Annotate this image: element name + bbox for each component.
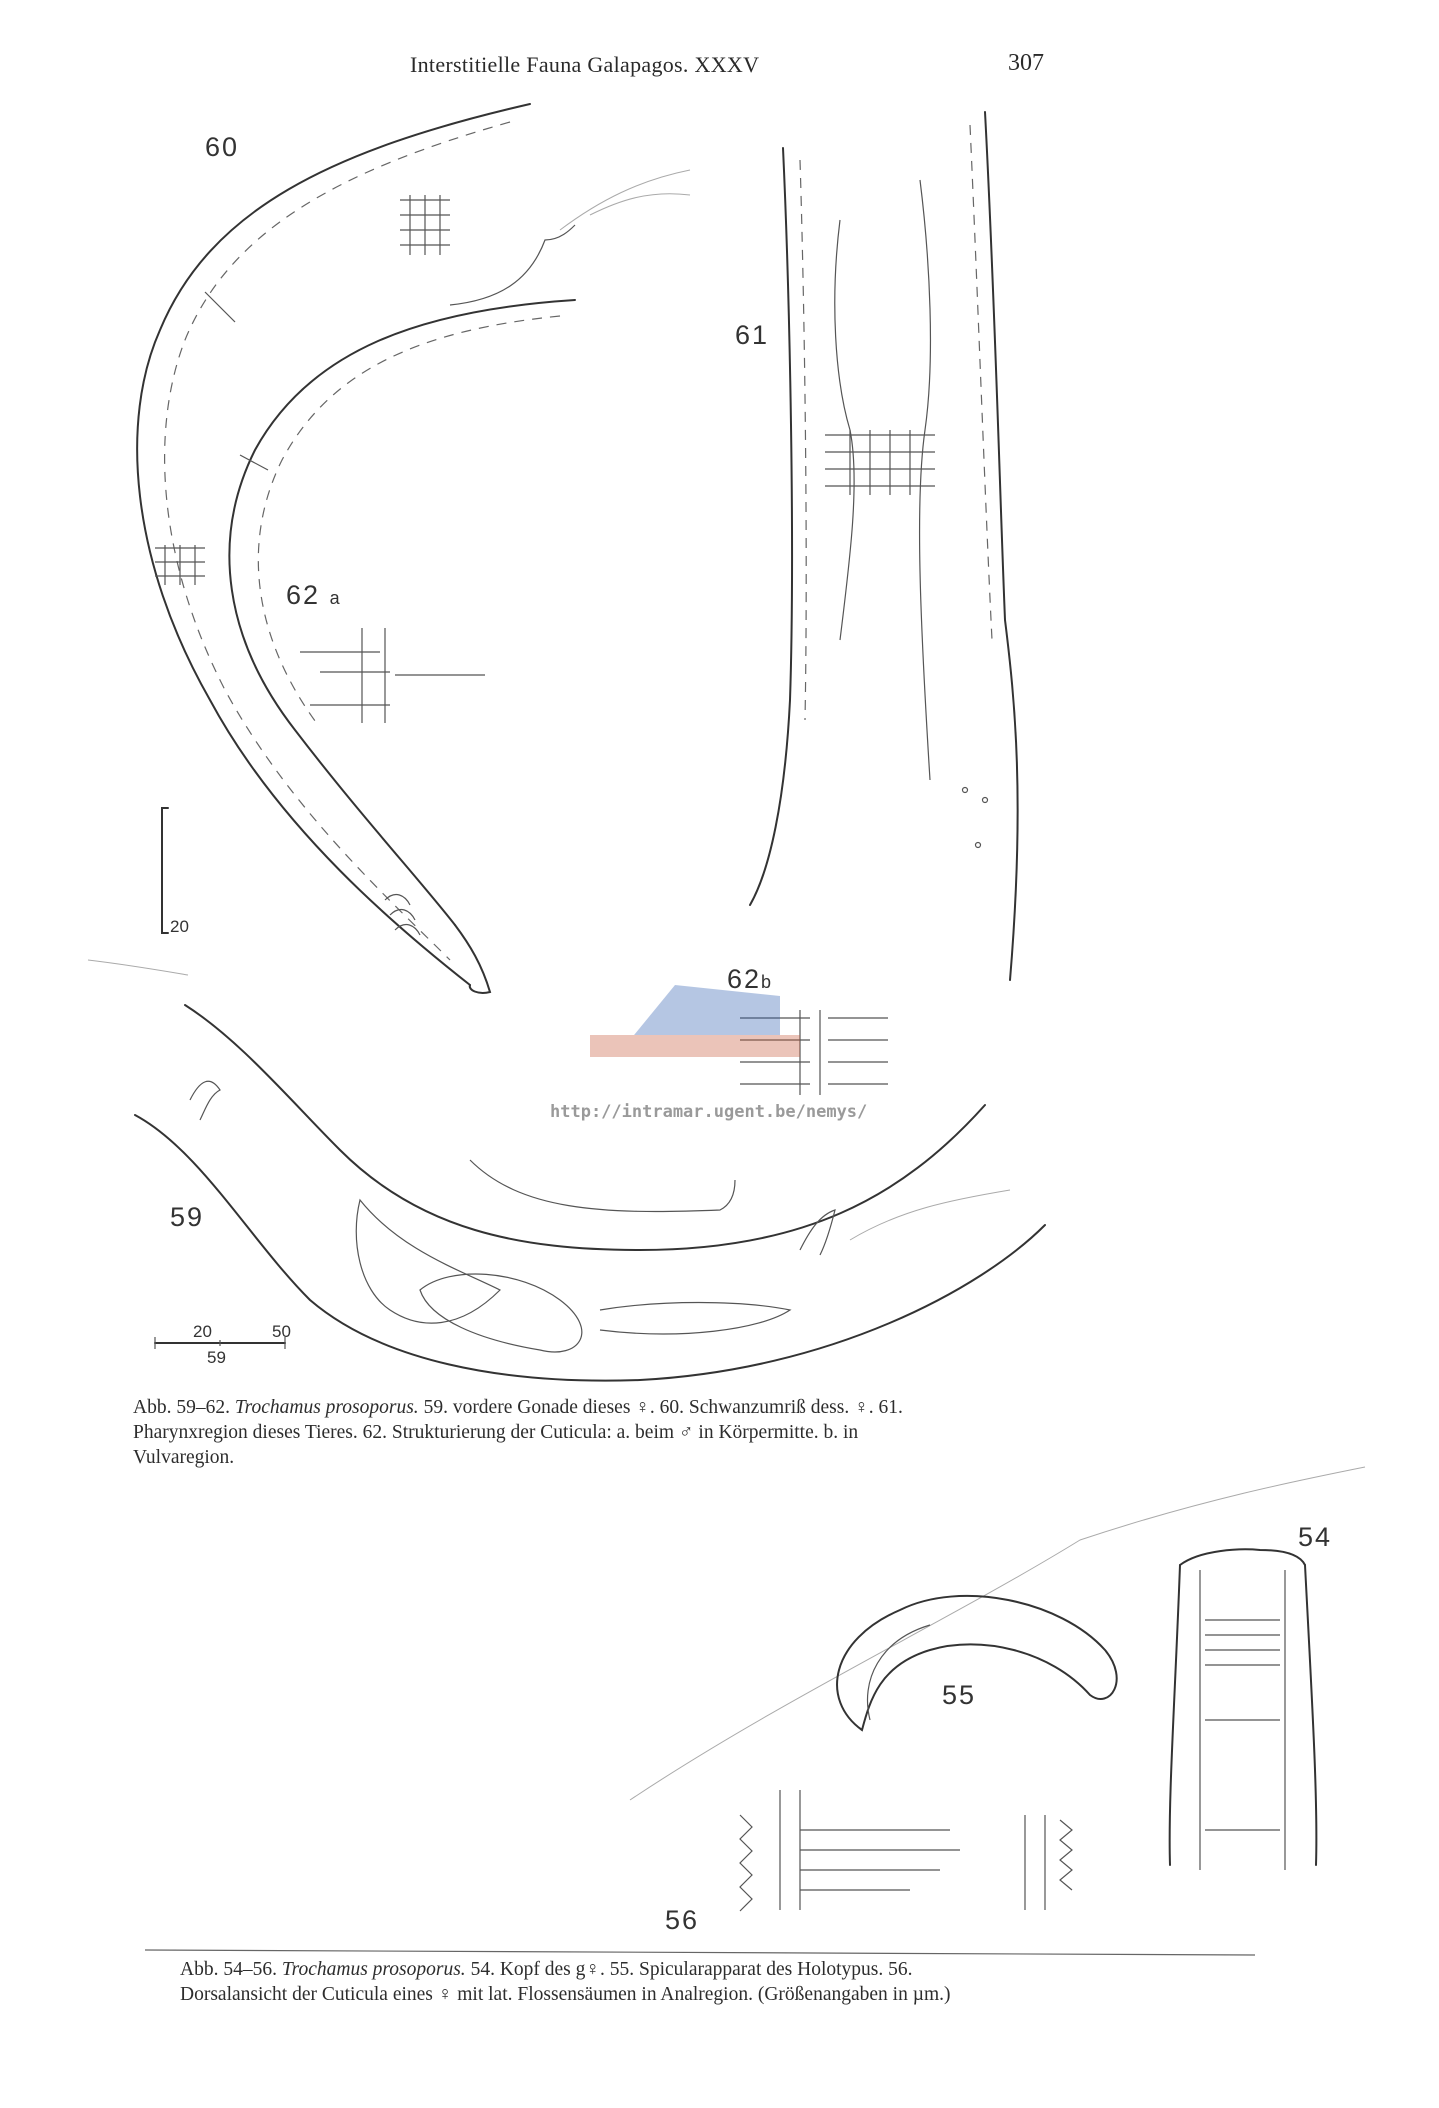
figure-60-stray-line [88,960,188,975]
figure-60-tail-drawing [137,104,690,993]
figure-60-label: 60 [205,132,240,162]
caption2-line2: Dorsalansicht der Cuticula eines ♀ mit lat. Flossensäumen in Analregion. (Größenangaben in µm.) [180,1984,951,2005]
figure-62a-cuticle-drawing [300,628,485,723]
caption1-line2: Pharynxregion dieses Tieres. 62. Strukturierung der Cuticula: a. beim ♂ in Körpermitte. b. in [133,1422,859,1443]
caption1-line1-rest: 59. vordere Gonade dieses ♀. 60. Schwanzumriß dess. ♀. 61. [418,1397,903,1418]
scale-bar-vertical-label: 20 [170,917,189,936]
caption-figures-59-62 [133,1395,1093,1470]
figure-62b-number: 62 [727,964,762,994]
figure-62a-label [286,580,340,611]
figure-61-label: 61 [735,320,770,350]
running-title: Interstitielle Fauna Galapagos. XXXV [410,52,760,77]
figure-59-label: 59 [170,1202,205,1232]
caption1-species: Trochamus prosoporus. [234,1397,419,1418]
figure-56-label: 56 [665,1905,700,1935]
figure-62a-number: 62 [286,580,321,610]
caption-figures-54-56 [180,1957,1180,2007]
figure-55-label: 55 [942,1680,977,1710]
watermark-url: http://intramar.ugent.be/nemys/ [550,1102,868,1122]
figure-56-cuticle-drawing [740,1790,1072,1911]
figure-55-stray-line [630,1467,1365,1800]
figure-54-head-drawing [1170,1549,1317,1870]
watermark-logo [590,975,800,1085]
caption-rule [145,1950,1255,1955]
scale-bar-right-label: 50 [272,1322,291,1341]
figure-55-spicule-drawing [837,1596,1117,1730]
watermark-shape-blue [630,985,780,1040]
caption2-line1 [180,1957,1180,1982]
caption2-species: Trochamus prosoporus. [281,1959,466,1980]
caption2-prefix: Abb. 54–56. [180,1959,282,1980]
figure-62a-letter: a [329,588,340,608]
scale-bar-vertical [162,808,168,933]
page-number: 307 [1008,50,1044,76]
caption2-line1-rest: 54. Kopf des g♀. 55. Spicularapparat des Holotypus. 56. [465,1959,913,1980]
caption1-prefix: Abb. 59–62. [133,1397,235,1418]
figure-61-pharynx-drawing [750,112,1018,980]
figure-62b-letter: b [761,972,772,992]
caption1-line3: Vulvaregion. [133,1447,235,1468]
watermark-shape-red [590,1035,800,1057]
scale-bar-figure-label: 59 [207,1348,226,1367]
scale-bar-left-label: 20 [193,1322,212,1341]
figure-54-label: 54 [1298,1522,1333,1552]
caption1-line1 [133,1395,1093,1420]
